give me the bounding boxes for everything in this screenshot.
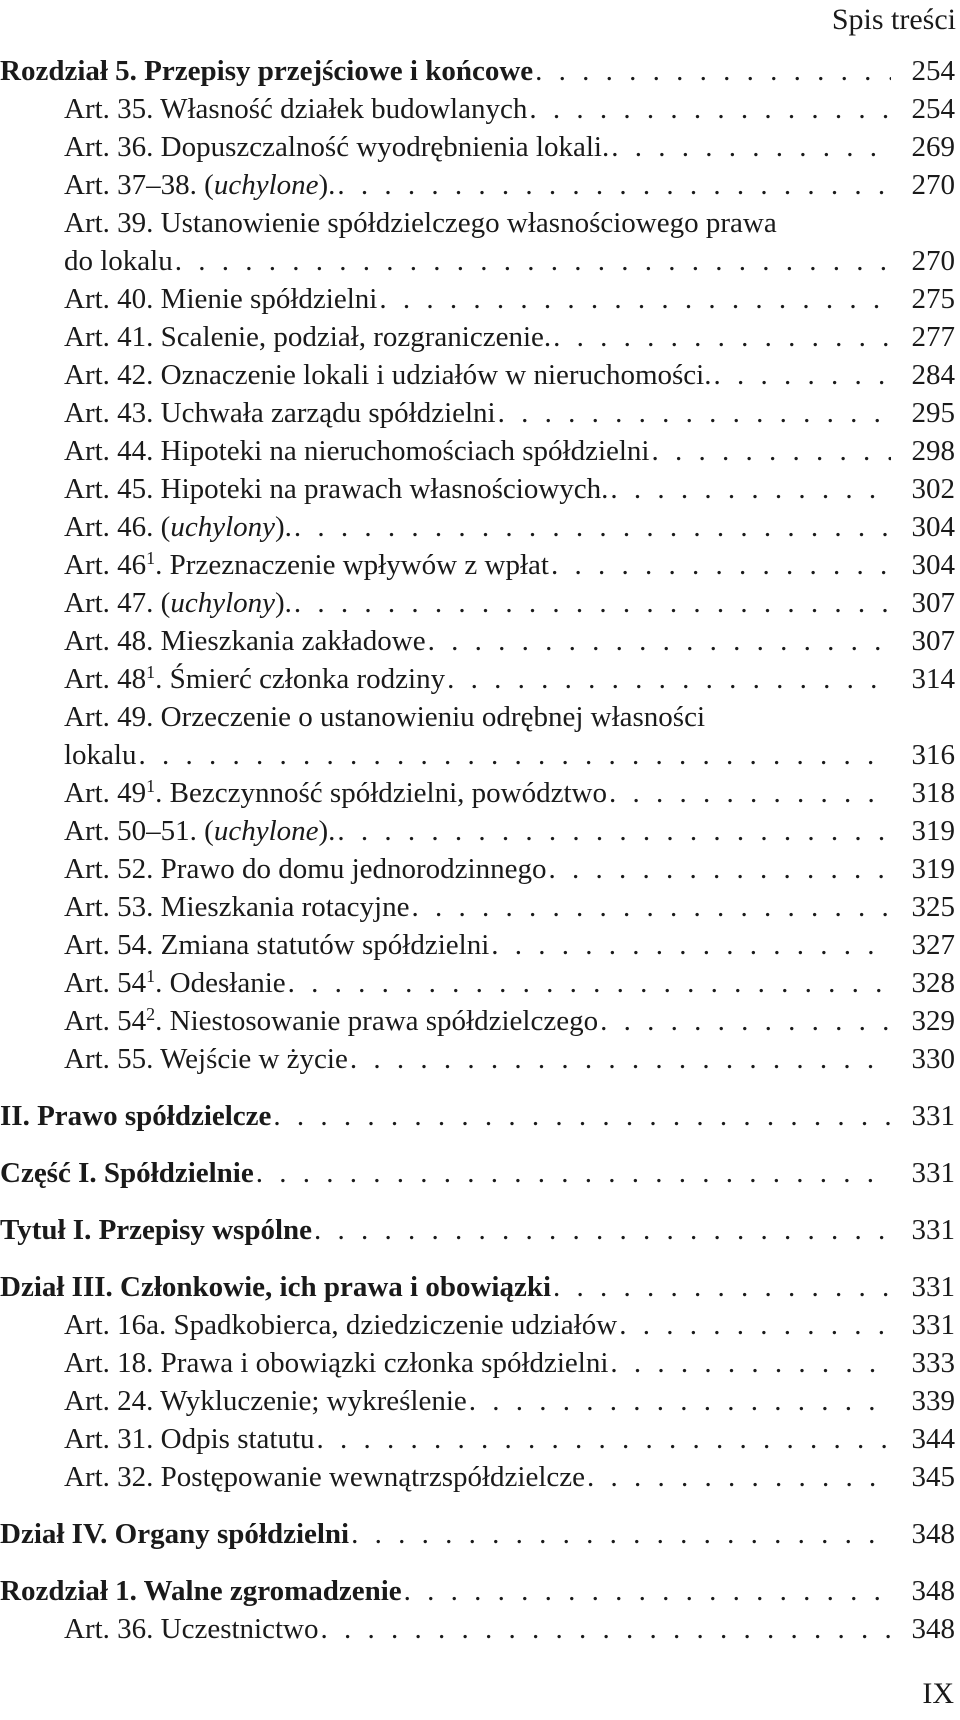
dot-leader bbox=[498, 394, 891, 432]
dot-leader bbox=[652, 432, 892, 470]
toc-page-number: 284 bbox=[911, 359, 955, 391]
toc-page-number: 316 bbox=[911, 739, 955, 771]
toc-entry bbox=[0, 470, 955, 508]
dot-leader bbox=[553, 1268, 891, 1306]
toc-entry-section bbox=[0, 1211, 955, 1249]
toc-page-number: 327 bbox=[911, 929, 955, 961]
toc-page-number: 307 bbox=[911, 587, 955, 619]
dot-leader bbox=[404, 1572, 891, 1610]
title-italic: uchylony bbox=[170, 511, 275, 543]
toc-page-number: 302 bbox=[911, 473, 955, 505]
dot-leader bbox=[600, 1002, 891, 1040]
toc-entry-title: Art. 16a. Spadkobierca, dziedziczenie udziałów bbox=[64, 1309, 618, 1341]
title-prefix: Art. 54 bbox=[64, 1005, 147, 1037]
toc-entry-title: Art. 45. Hipoteki na prawach własnościowych. bbox=[64, 473, 609, 505]
dot-leader bbox=[610, 1344, 891, 1382]
title-suffix: . Przeznaczenie wpływów z wpłat bbox=[155, 549, 549, 581]
dot-leader bbox=[256, 1154, 891, 1192]
title-prefix: Art. 46 bbox=[64, 549, 147, 581]
toc-entry-title: II. Prawo spółdzielcze bbox=[0, 1100, 272, 1132]
toc-entry-title: Art. 41. Scalenie, podział, rozgraniczenie. bbox=[64, 321, 552, 353]
toc-entry-title bbox=[64, 964, 286, 1002]
toc-entry-title: Art. 43. Uchwała zarządu spółdzielni bbox=[64, 397, 496, 429]
toc-entry-title: Art. 32. Postępowanie wewnątrzspółdzielcze bbox=[64, 1461, 586, 1493]
dot-leader bbox=[337, 812, 891, 850]
dot-leader bbox=[491, 926, 891, 964]
dot-leader bbox=[139, 736, 892, 774]
toc-entry bbox=[0, 660, 955, 698]
toc-entry-title: Art. 55. Wejście w życie bbox=[64, 1043, 348, 1075]
toc-entry-title: Art. 36. Dopuszczalność wyodrębnienia lokali. bbox=[64, 131, 610, 163]
toc-entry bbox=[0, 508, 955, 546]
dot-leader bbox=[529, 90, 891, 128]
toc-entry-title: Art. 35. Własność działek budowlanych bbox=[64, 93, 528, 125]
toc-entry bbox=[0, 850, 955, 888]
dot-leader bbox=[548, 850, 891, 888]
table-of-contents bbox=[0, 52, 955, 1648]
superscript: 1 bbox=[146, 966, 156, 986]
dot-leader bbox=[379, 280, 891, 318]
toc-page-number: 254 bbox=[911, 93, 955, 125]
toc-page-number: 348 bbox=[911, 1575, 955, 1607]
toc-entry-title: Art. 44. Hipoteki na nieruchomościach spółdzielni bbox=[64, 435, 650, 467]
toc-entry-chapter bbox=[0, 52, 955, 90]
toc-entry-title: Art. 42. Oznaczenie lokali i udziałów w nieruchomości. bbox=[64, 359, 712, 391]
toc-entry-title bbox=[64, 508, 292, 546]
toc-page-number: 348 bbox=[911, 1613, 955, 1645]
dot-leader bbox=[553, 318, 891, 356]
toc-entry bbox=[0, 584, 955, 622]
toc-page-number: 275 bbox=[911, 283, 955, 315]
toc-page-number: 339 bbox=[911, 1385, 955, 1417]
toc-page-number: 254 bbox=[911, 55, 955, 87]
toc-entry-title bbox=[64, 584, 292, 622]
title-suffix: . Niestosowanie prawa spółdzielczego bbox=[155, 1005, 599, 1037]
toc-entry-section bbox=[0, 1515, 955, 1553]
toc-entry-title bbox=[64, 1002, 598, 1040]
dot-leader bbox=[175, 242, 891, 280]
toc-entry-title: Część I. Spółdzielnie bbox=[0, 1157, 254, 1189]
dot-leader bbox=[428, 622, 891, 660]
toc-entry bbox=[0, 432, 955, 470]
toc-entry bbox=[0, 736, 955, 774]
title-italic: uchylone bbox=[213, 169, 319, 201]
toc-entry bbox=[0, 1458, 955, 1496]
toc-entry bbox=[0, 1382, 955, 1420]
title-prefix: Art. 47. ( bbox=[64, 587, 171, 619]
title-suffix: . Bezczynność spółdzielni, powództwo bbox=[155, 777, 607, 809]
dot-leader bbox=[535, 52, 891, 90]
toc-entry-title: Rozdział 1. Walne zgromadzenie bbox=[0, 1575, 402, 1607]
toc-entry bbox=[0, 1344, 955, 1382]
toc-entry-title: Rozdział 5. Przepisy przejściowe i końcowe bbox=[0, 55, 534, 87]
toc-entry-title: Art. 53. Mieszkania rotacyjne bbox=[64, 891, 410, 923]
toc-entry-chapter bbox=[0, 1572, 955, 1610]
superscript: 2 bbox=[146, 1004, 156, 1024]
title-suffix: ). bbox=[318, 815, 336, 847]
toc-entry-title: Art. 52. Prawo do domu jednorodzinnego bbox=[64, 853, 547, 885]
title-suffix: . Śmierć członka rodziny bbox=[155, 663, 446, 695]
dot-leader bbox=[294, 508, 891, 546]
dot-leader bbox=[609, 774, 891, 812]
toc-page-number: 277 bbox=[911, 321, 955, 353]
toc-entry-wrapped-line bbox=[0, 204, 955, 242]
dot-leader bbox=[314, 1211, 891, 1249]
toc-entry-title: Art. 40. Mienie spółdzielni bbox=[64, 283, 378, 315]
dot-leader bbox=[587, 1458, 891, 1496]
title-suffix: ). bbox=[275, 587, 292, 619]
title-prefix: Art. 46. ( bbox=[64, 511, 171, 543]
toc-entry-title: do lokalu bbox=[64, 245, 173, 277]
toc-entry bbox=[0, 1610, 955, 1648]
dot-leader bbox=[294, 584, 891, 622]
toc-page-number: 331 bbox=[911, 1100, 955, 1132]
title-prefix: Art. 54 bbox=[64, 967, 147, 999]
dot-leader bbox=[351, 1515, 891, 1553]
toc-entry bbox=[0, 926, 955, 964]
title-prefix: Art. 49 bbox=[64, 777, 147, 809]
title-italic: uchylone bbox=[213, 815, 319, 847]
toc-entry-title: Art. 49. Orzeczenie o ustanowieniu odrębnej własności bbox=[64, 701, 706, 733]
title-italic: uchylony bbox=[170, 587, 275, 619]
toc-page-number: 307 bbox=[911, 625, 955, 657]
toc-page-number: 295 bbox=[911, 397, 955, 429]
toc-entry bbox=[0, 394, 955, 432]
toc-page-number: 331 bbox=[911, 1157, 955, 1189]
toc-page-number: 304 bbox=[911, 511, 955, 543]
superscript: 1 bbox=[146, 776, 156, 796]
toc-page-number: 329 bbox=[911, 1005, 955, 1037]
toc-entry bbox=[0, 166, 955, 204]
toc-page-number: 331 bbox=[911, 1271, 955, 1303]
toc-entry-title: Art. 48. Mieszkania zakładowe bbox=[64, 625, 426, 657]
superscript: 1 bbox=[146, 662, 156, 682]
dot-leader bbox=[469, 1382, 891, 1420]
title-suffix: ). bbox=[275, 511, 292, 543]
title-prefix: Art. 50–51. ( bbox=[64, 815, 214, 847]
title-suffix: . Odesłanie bbox=[155, 967, 286, 999]
toc-page-number: 270 bbox=[911, 169, 955, 201]
toc-entry bbox=[0, 1420, 955, 1458]
toc-page-number: 331 bbox=[911, 1309, 955, 1341]
toc-entry-title bbox=[64, 660, 445, 698]
dot-leader bbox=[288, 964, 891, 1002]
toc-entry bbox=[0, 318, 955, 356]
toc-entry bbox=[0, 888, 955, 926]
toc-entry-title bbox=[64, 812, 335, 850]
toc-entry-title bbox=[64, 166, 335, 204]
toc-entry-section bbox=[0, 1097, 955, 1135]
superscript: 1 bbox=[146, 548, 156, 568]
toc-page-number: 319 bbox=[911, 853, 955, 885]
toc-entry bbox=[0, 546, 955, 584]
toc-page-number: 270 bbox=[911, 245, 955, 277]
page-folio: IX bbox=[922, 1677, 954, 1710]
toc-page-number: 348 bbox=[911, 1518, 955, 1550]
toc-entry-title: Art. 36. Uczestnictwo bbox=[64, 1613, 319, 1645]
toc-entry-section bbox=[0, 1268, 955, 1306]
dot-leader bbox=[321, 1610, 892, 1648]
dot-leader bbox=[317, 1420, 891, 1458]
toc-entry-title: Art. 54. Zmiana statutów spółdzielni bbox=[64, 929, 490, 961]
toc-page-number: 344 bbox=[911, 1423, 955, 1455]
toc-entry-title: Tytuł I. Przepisy wspólne bbox=[0, 1214, 313, 1246]
toc-page-number: 330 bbox=[911, 1043, 955, 1075]
toc-entry-wrapped-line bbox=[0, 698, 955, 736]
toc-entry bbox=[0, 90, 955, 128]
toc-entry-title: Art. 31. Odpis statutu bbox=[64, 1423, 315, 1455]
toc-page-number: 328 bbox=[911, 967, 955, 999]
toc-entry bbox=[0, 280, 955, 318]
toc-page-number: 298 bbox=[911, 435, 955, 467]
toc-entry bbox=[0, 1040, 955, 1078]
toc-page-number: 304 bbox=[911, 549, 955, 581]
dot-leader bbox=[551, 546, 891, 584]
toc-entry-title bbox=[64, 774, 607, 812]
title-prefix: Art. 48 bbox=[64, 663, 147, 695]
toc-page-number: 345 bbox=[911, 1461, 955, 1493]
toc-entry-title: Dział III. Członkowie, ich prawa i obowiązki bbox=[0, 1271, 552, 1303]
dot-leader bbox=[273, 1097, 891, 1135]
toc-entry bbox=[0, 964, 955, 1002]
toc-entry bbox=[0, 356, 955, 394]
dot-leader bbox=[611, 128, 891, 166]
toc-entry-title: Art. 24. Wykluczenie; wykreślenie bbox=[64, 1385, 467, 1417]
dot-leader bbox=[447, 660, 891, 698]
toc-page-number: 314 bbox=[911, 663, 955, 695]
toc-page-number: 331 bbox=[911, 1214, 955, 1246]
toc-entry bbox=[0, 1002, 955, 1040]
toc-entry-section bbox=[0, 1154, 955, 1192]
toc-page-number: 333 bbox=[911, 1347, 955, 1379]
toc-page-number: 318 bbox=[911, 777, 955, 809]
dot-leader bbox=[337, 166, 891, 204]
toc-entry-title: Dział IV. Organy spółdzielni bbox=[0, 1518, 350, 1550]
dot-leader bbox=[713, 356, 891, 394]
toc-entry bbox=[0, 622, 955, 660]
toc-page-number: 269 bbox=[911, 131, 955, 163]
dot-leader bbox=[411, 888, 891, 926]
dot-leader bbox=[619, 1306, 891, 1344]
toc-page-number: 319 bbox=[911, 815, 955, 847]
title-suffix: ). bbox=[318, 169, 336, 201]
toc-entry bbox=[0, 812, 955, 850]
dot-leader bbox=[350, 1040, 891, 1078]
toc-entry-title: Art. 18. Prawa i obowiązki członka spółdzielni bbox=[64, 1347, 609, 1379]
toc-entry bbox=[0, 1306, 955, 1344]
running-head: Spis treści bbox=[831, 3, 956, 36]
toc-page-number: 325 bbox=[911, 891, 955, 923]
title-prefix: Art. 37–38. ( bbox=[64, 169, 214, 201]
toc-entry-title: Art. 39. Ustanowienie spółdzielczego własnościowego prawa bbox=[64, 207, 777, 239]
toc-entry-title bbox=[64, 546, 549, 584]
dot-leader bbox=[610, 470, 891, 508]
toc-entry bbox=[0, 774, 955, 812]
toc-entry-title: lokalu bbox=[64, 739, 137, 771]
toc-entry bbox=[0, 242, 955, 280]
toc-entry bbox=[0, 128, 955, 166]
